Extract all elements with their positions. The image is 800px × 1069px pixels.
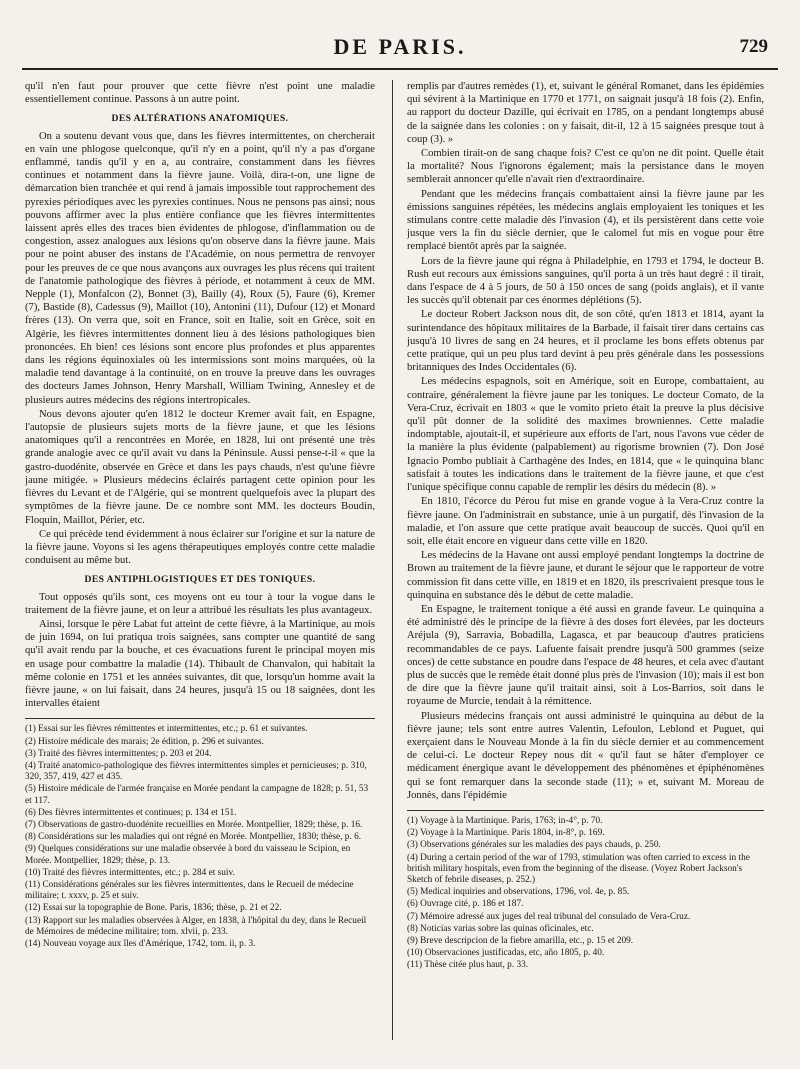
paragraph: Tout opposés qu'ils sont, ces moyens ont eu tour à tour la vogue dans le traitement de la fièvre jaune, et on leur a attribué les résultats les plus avantageux. xyxy=(25,591,375,616)
footnote: (10) Traité des fièvres intermittentes, etc.; p. 284 et suiv. xyxy=(25,867,235,878)
footnote: (2) Voyage à la Martinique. Paris 1804, in-8°, p. 169. xyxy=(407,828,605,839)
footnote: (7) Observations de gastro-duodénite recueillies en Morée. Montpellier, 1829; thèse, p. 16. xyxy=(25,819,363,830)
page-number: 729 xyxy=(739,36,768,57)
footnote: (2) Histoire médicale des marais; 2e édition, p. 296 et suivantes. xyxy=(25,736,264,747)
footnote: (13) Rapport sur les maladies observées à Alger, en 1838, à l'hôpital du dey, dans le Recueil de Mémoires de médecine militaire; tom. xlvii, p. 233. xyxy=(25,915,367,937)
footnote: (9) Quelques considérations sur une maladie observée à bord du vaisseau le Scipion, en Morée. Montpellier, 1829; thèse, p. 13. xyxy=(25,844,351,866)
left-column xyxy=(25,80,375,1040)
lead-paragraph: qu'il n'en faut pour prouver que cette fièvre n'est point une maladie essentiellement continue. Passons à un autre point. xyxy=(25,81,375,106)
footnote: (5) Histoire médicale de l'armée française en Morée pendant la campagne de 1828; p. 51, 53 et 117. xyxy=(25,784,369,806)
footnote: (8) Considérations sur les maladies qui ont régné en Morée. Montpellier, 1830; thèse, p. 6. xyxy=(25,832,362,843)
footnote: (1) Voyage à la Martinique. Paris, 1763; in-4°, p. 70. xyxy=(407,815,603,826)
paragraph: En Espagne, le traitement tonique a été aussi en grande faveur. Le quinquina a été administré dès le principe de la fièvre à des doses fort élevées, par les docteurs Aréjula (9), Sarravia, Bobadilla, Lagasca, et par beaucoup d'autres praticiens recommandables de ce pays. Lafuente faisait prendre jusqu'à 500 grammes (seize onces) de cette substance en poudre dans l'espace de 48 heures, et cela avec d'autant plus de succès que le remède était donné plus près de l'invasion (10); mais il est bon de dire que la fièvre jaune qu'il traitait ainsi, soit à Los-Barrios, soit dans le royaume de Murcie, tendait à la rémittence. xyxy=(407,603,764,708)
footnote: (1) Essai sur les fièvres rémittentes et intermittentes, etc.; p. 61 et suivantes. xyxy=(25,724,308,735)
paragraph: Pendant que les médecins français combattaient ainsi la fièvre jaune par les émissions sanguines répétées, les médecins anglais employaient les toniques et les stimulans contre cette maladie dès l'invasion (4), et ils persistèrent dans cette voie jusque vers la fin du siècle dernier, que le calomel fut mis en vogue pour être remplacé bientôt après par la saignée. xyxy=(407,188,764,253)
footnote: (8) Noticias varias sobre las quinas oficinales, etc. xyxy=(407,923,594,934)
paragraph: Les médecins espagnols, soit en Amérique, soit en Europe, combattaient, au contraire, généralement la fièvre jaune par les toniques. Le docteur Comato, de la Vera-Cruz, écrivait en 1803 « que le vomito prieto était la preuve la plus décisive qu'il pût donner de la solidité des maximes browniennes. Cette maladie indomptable, ajoutait-il, et supérieure aux efforts de l'art, nous l'avons vue céder de la manière la plus évidente (palpablement) au rigorisme brownien (7). Don José Ignacio Pombo publiait à Carthagène des Indes, en 1814, que « le quinquina blanc satisfait à toutes les indications dans le traitement de la fièvre jaune, et que c'est l'unique spécifique connu capable de remplir les désirs du médecin (8). » xyxy=(407,376,764,494)
footnote: (5) Medical inquiries and observations, 1796, vol. 4e, p. 85. xyxy=(407,887,630,898)
footnote: (11) Thèse citée plus haut, p. 33. xyxy=(407,960,529,971)
footnote: (6) Ouvrage cité, p. 186 et 187. xyxy=(407,899,524,910)
footnote: (3) Traité des fièvres intermittentes; p. 203 et 204. xyxy=(25,748,212,759)
right-column xyxy=(407,80,764,1040)
paragraph: En 1810, l'écorce du Pérou fut mise en grande vogue à la Vera-Cruz contre la fièvre jaune. On l'administrait en substance, unie à un purgatif, dès l'invasion de la maladie, et l'on assure que cette pratique avait beaucoup de succès. Quoi qu'il en soit, elle était encore en vigueur dans cette ville en 1820. xyxy=(407,496,764,547)
column-divider xyxy=(392,80,393,1040)
paragraph: Ainsi, lorsque le père Labat fut atteint de cette fièvre, à la Martinique, au mois de juin 1694, on lui pratiqua trois saignées, sans compter une quantité de sang qu'il avait rendu par la bouche, et ces évacuations furent le principal moyen mis en usage pour combattre la maladie (14). Thibault de Chanvalon, qui habitait la même colonie en 1751 et les années suivantes, dit que, lorsqu'un homme avait la fièvre jaune, « on lui faisait, dans 24 heures, jusqu'à 15 ou 18 saignées, dont les intervalles étaient xyxy=(25,618,375,710)
footnotes-rule xyxy=(407,810,764,811)
footnote: (9) Breve descripcion de la fiebre amarilla, etc., p. 15 et 209. xyxy=(407,936,634,946)
paragraph: Plusieurs médecins français ont aussi administré le quinquina au début de la fièvre jaune; tels sont entre autres Valentin, Lefoulon, Leblond et Puguet, qui exerçaient dans le Nouveau Monde à la fin du siècle dernier et au commencement de celui-ci. Le docteur Repey nous dit « qu'il faut se hâter d'employer ce médicament énergique avant le développement des phénomènes et épiphénomènes qui se font remarquer dans la seconde stade (11); » et, suivant M. Moreau de Jonnès, dans l'épidémie xyxy=(407,710,764,801)
section-heading-anatomical: DES ALTÉRATIONS ANATOMIQUES. xyxy=(111,113,289,125)
footnote: (12) Essai sur la topographie de Bone. Paris, 1836; thèse, p. 21 et 22. xyxy=(25,903,282,914)
header-rule xyxy=(22,68,778,70)
footnotes-rule xyxy=(25,718,375,719)
paragraph: Le docteur Robert Jackson nous dit, de son côté, qu'en 1813 et 1814, ayant la surintendance des hôpitaux militaires de la Barbade, il faisait tirer dans certains cas jusqu'à 10 livres de sang en 24 heures, et il proclame les bons effets obtenus par cette pratique, qui un peu plus tard devint à peu près générale dans les possessions britanniques des Indes Occidentales (6). xyxy=(407,309,764,374)
footnote: (3) Observations générales sur les maladies des pays chauds, p. 250. xyxy=(407,840,661,851)
footnote: (4) During a certain period of the war of 1793, stimulation was often carried to excess in the british military hospitals, even from the beginning of the disease. (Voyez Robert Jackson's Sketch of febrile diseases, p. 252.) xyxy=(407,852,750,885)
footnote: (6) Des fièvres intermittentes et continues; p. 134 et 151. xyxy=(25,807,237,818)
left-footnotes xyxy=(25,724,375,950)
paragraph: remplis par d'autres remèdes (1), et, suivant le général Romanet, dans les épidémies qui sévirent à la Martinique en 1770 et 1771, on saignait jusqu'à 18 fois (2). Enfin, au rapport du docteur Dazille, qui écrivait en 1785, on a pendant longtemps abusé de la saignée dans les colonies : on y faisait, dit-il, 12 à 15 saignées presque tout à coup (3). » xyxy=(407,81,764,145)
paragraph: Les médecins de la Havane ont aussi employé pendant longtemps la doctrine de Brown au traitement de la fièvre jaune, et durant le séjour que le rapporteur de votre commission fit dans cette ville, en 1819 et en 1820, ils prescrivaient presque tous le quinquina en substance dès le début de cette maladie. xyxy=(407,550,764,601)
footnote: (10) Observaciones justificadas, etc, año 1805, p. 40. xyxy=(407,948,605,959)
footnote: (14) Nouveau voyage aux îles d'Amérique, 1742, tom. ii, p. 3. xyxy=(25,939,256,949)
paragraph: Nous devons ajouter qu'en 1812 le docteur Kremer avait fait, en Espagne, l'autopsie de plusieurs sujets morts de la fièvre jaune, et que les lésions anatomiques qu'il a rencontrées en Morée, en 1828, lui ont présenté une très grande analogie avec ce qu'il avait vu dans la Péninsule. Aussi pense-t-il « que la gastro-duodénite, observée en Grèce et dans les pays chauds, n'est qu'une fièvre jaune mitigée. » Plusieurs médecins éclairés partagent cette opinion pour les fièvres du Levant et de l'Algérie, qui se montrent quelquefois avec la plupart des symptômes de la fièvre jaune. De ce nombre sont MM. les docteurs Boudin, Floquin, Maillot, Périer, etc. xyxy=(25,408,375,526)
footnote: (4) Traité anatomico-pathologique des fièvres intermittentes simples et pernicieuses; p. 310, 320, 357, 419, 427 et 435. xyxy=(25,760,367,783)
paragraph: Lors de la fièvre jaune qui régna à Philadelphie, en 1793 et 1794, le docteur B. Rush eut recours aux émissions sanguines, qu'il porta à un très haut degré : il tirait, dans l'espace de 4 à 5 jours, de 50 à 150 onces de sang (poids anglais), et il vante les succès qu'il obtenait par ces énormes déplétions (5). xyxy=(407,255,764,307)
right-footnotes xyxy=(407,816,764,972)
page-header xyxy=(22,30,778,70)
section-heading-antiphlogistics: DES ANTIPHLOGISTIQUES ET DES TONIQUES. xyxy=(84,574,316,586)
footnote: (11) Considérations générales sur les fièvres intermittentes, dans le Recueil de médecine militaire; t. xxxv, p. 25 et suiv. xyxy=(25,879,354,902)
page-title: DE PARIS. xyxy=(333,34,467,59)
paragraph: Ce qui précède tend évidemment à nous éclairer sur l'origine et sur la nature de la fièvre jaune. Voyons si les agens thérapeutiques employés contre cette maladie conduisent au même but. xyxy=(25,528,375,567)
paragraph: On a soutenu devant vous que, dans les fièvres intermittentes, on chercherait en vain une phlogose quelconque, qu'il n'y en a point, qu'il n'y a pas d'organe enflammé, tandis qu'il y en a, au contraire, constamment dans les fièvres continues et notamment dans la fièvre jaune. Voilà, dira-t-on, une ligne de démarcation bien tranchée et qui rend à jamais impossible tout rapprochement des pyrexies périodiques avec les pyrexies continues. Nous ne pensons pas ainsi; nous pouvons affirmer avec la plus entière confiance que les fièvres intermittentes laissent après elles des traces bien évidentes de phlogose, d'inflammation ou de congestion, assez analogues aux lésions qu'on observe dans la fièvre jaune. Mais pour ne point abuser des instans de l'Académie, on nous permettra de renvoyer pour les preuves de ce que nous avançons aux ouvrages les plus récens qui traitent de l'anatomie pathologique des fièvres à période, et notamment à ceux de MM. Nepple (1), Monfalcon (2), Bonnet (3), Bailly (4), Roux (5), Faure (6), Kremer (7), Bastide (8), Cadessus (9), Maillot (10), Antonini (11), Dufour (12) et Monard frères (13). On verra que, soit en France, soit en Italie, soit en Grèce, soit en Algérie, les fièvres intermittentes donnent lieu à des lésions pathologiques bien prononcées. Eh bien! ces lésions sont encore plus profondes et plus apparentes dans les régions équinoxiales où les intermissions sont moins marquées, où la maladie tend davantage à la continuité, on en trouve la preuve dans les ouvrages des docteurs James Johnson, Henry Marshall, William Twining, Annesley et de plusieurs autres médecins des régions intertropicales. xyxy=(25,130,375,406)
footnote: (7) Mémoire adressé aux juges del real tribunal del consulado de Vera-Cruz. xyxy=(407,911,691,922)
paragraph: Combien tirait-on de sang chaque fois? C'est ce qu'on ne dit point. Quelle était la mortalité? Nous l'ignorons également; mais la persistance dans le moyen semblerait annoncer qu'elle n'avait rien d'extraordinaire. xyxy=(407,148,764,186)
